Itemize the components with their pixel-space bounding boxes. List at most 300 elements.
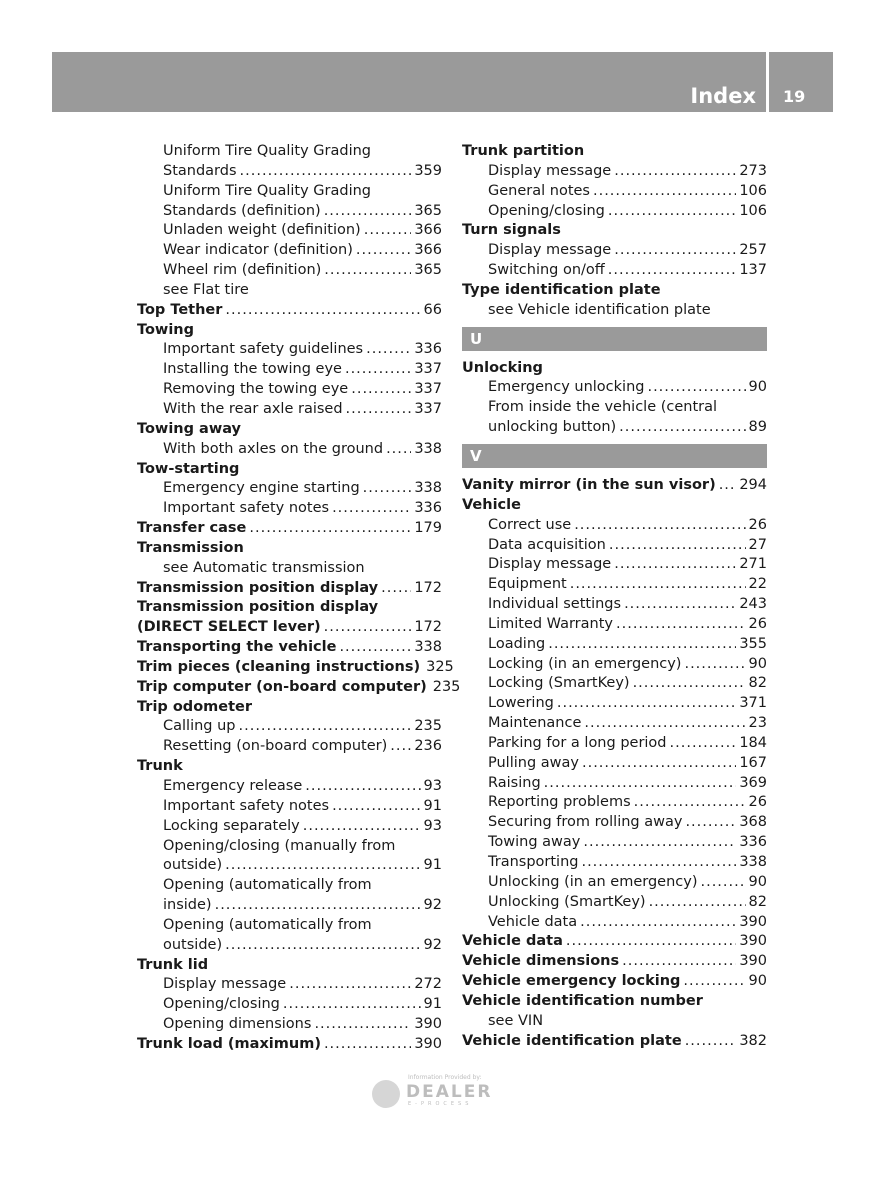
dot-leader bbox=[580, 913, 736, 933]
index-subentry bbox=[137, 162, 442, 182]
dot-leader bbox=[634, 793, 746, 813]
page-reference: 167 bbox=[739, 754, 767, 771]
index-subentry bbox=[137, 440, 442, 460]
dot-leader bbox=[581, 853, 736, 873]
entry-text: Individual settings bbox=[488, 596, 622, 613]
page-reference: 325 bbox=[426, 658, 454, 675]
index-subentry bbox=[462, 301, 767, 321]
index-entry bbox=[137, 579, 442, 599]
dot-leader bbox=[390, 737, 411, 757]
entry-text: Opening/closing bbox=[163, 996, 280, 1013]
index-subentry bbox=[137, 241, 442, 261]
page-reference: 272 bbox=[414, 976, 442, 993]
index-entry bbox=[462, 1032, 767, 1052]
entry-text: Pulling away bbox=[488, 754, 579, 771]
dot-leader bbox=[215, 896, 421, 916]
entry-text: Vehicle identification number bbox=[462, 992, 703, 1009]
index-column-left bbox=[137, 142, 461, 1055]
page-reference: 365 bbox=[414, 202, 442, 219]
page-reference: 338 bbox=[414, 440, 442, 457]
index-subentry bbox=[462, 261, 767, 281]
entry-text: Emergency release bbox=[163, 778, 303, 794]
page-reference: 91 bbox=[423, 857, 442, 874]
index-subentry bbox=[462, 734, 767, 754]
index-subentry bbox=[137, 400, 442, 420]
dot-leader bbox=[633, 674, 746, 694]
entry-text: Transmission position display bbox=[137, 579, 379, 596]
entry-text: Switching on/off bbox=[488, 262, 605, 279]
index-entry bbox=[137, 519, 442, 539]
page-reference: 235 bbox=[432, 678, 461, 695]
entry-text: see VIN bbox=[488, 1012, 544, 1029]
dot-leader bbox=[557, 694, 736, 714]
page-reference: 172 bbox=[414, 619, 442, 636]
index-subentry bbox=[137, 360, 442, 380]
index-subentry bbox=[462, 913, 767, 933]
section-header-u: U bbox=[462, 327, 767, 351]
dot-leader bbox=[608, 261, 737, 281]
entry-text: Important safety notes bbox=[163, 797, 330, 814]
index-subentry bbox=[137, 281, 442, 301]
page-reference: 338 bbox=[414, 639, 442, 656]
page-reference: 336 bbox=[739, 834, 767, 851]
entry-text: Transmission position display bbox=[137, 599, 379, 616]
page-reference: 271 bbox=[739, 556, 767, 573]
section-header-v: V bbox=[462, 444, 767, 468]
entry-text: Vehicle data bbox=[462, 933, 563, 950]
dot-leader bbox=[570, 575, 746, 595]
page-reference: 89 bbox=[748, 419, 767, 436]
entry-text: Wear indicator (definition) bbox=[163, 242, 353, 259]
page-reference: 294 bbox=[739, 476, 767, 493]
index-subentry bbox=[137, 876, 442, 896]
entry-text: Unlocking (SmartKey) bbox=[488, 893, 646, 910]
index-subentry bbox=[462, 873, 767, 893]
dot-leader bbox=[324, 261, 411, 281]
entry-text: Resetting (on-board computer) bbox=[163, 738, 388, 755]
index-subentry bbox=[462, 853, 767, 873]
entry-text: Wheel rim (definition) bbox=[163, 262, 322, 279]
page-reference: 172 bbox=[414, 579, 442, 596]
index-subentry bbox=[462, 774, 767, 794]
entry-text: Top Tether bbox=[137, 301, 223, 318]
entry-text: Lowering bbox=[488, 695, 554, 712]
index-subentry bbox=[462, 418, 767, 438]
entry-text: Locking separately bbox=[163, 817, 300, 834]
page-reference: 137 bbox=[739, 262, 767, 279]
entry-text: Securing from rolling away bbox=[488, 814, 683, 831]
page-reference: 390 bbox=[414, 1035, 442, 1052]
watermark-emblem-icon bbox=[372, 1080, 400, 1108]
dot-leader bbox=[332, 499, 411, 519]
page-reference: 26 bbox=[748, 516, 767, 533]
index-subentry bbox=[462, 202, 767, 222]
page-reference: 390 bbox=[739, 953, 767, 970]
dot-leader bbox=[684, 655, 745, 675]
page-reference: 90 bbox=[748, 379, 767, 396]
index-subentry bbox=[462, 378, 767, 398]
dot-leader bbox=[305, 777, 420, 797]
index-entry bbox=[137, 757, 442, 777]
page-reference: 336 bbox=[414, 341, 442, 358]
page-reference: 236 bbox=[414, 738, 442, 755]
entry-text: Vehicle emergency locking bbox=[462, 973, 681, 990]
index-entry bbox=[462, 992, 767, 1012]
page-reference: 359 bbox=[414, 162, 442, 179]
entry-text: Locking (SmartKey) bbox=[488, 675, 630, 692]
index-entry bbox=[462, 281, 767, 301]
dot-leader bbox=[351, 380, 411, 400]
index-entry bbox=[462, 932, 767, 952]
entry-text: Transfer case bbox=[137, 520, 247, 537]
entry-text: Important safety guidelines bbox=[163, 341, 364, 358]
page-reference: 22 bbox=[748, 576, 767, 593]
dot-leader bbox=[614, 162, 736, 182]
entry-text: Emergency engine starting bbox=[163, 480, 360, 497]
page-reference: 90 bbox=[748, 973, 767, 990]
index-subentry bbox=[137, 777, 442, 797]
page-reference: 338 bbox=[414, 480, 442, 497]
index-subentry bbox=[462, 182, 767, 202]
index-entry bbox=[137, 956, 442, 976]
index-subentry bbox=[462, 398, 767, 418]
index-subentry bbox=[462, 635, 767, 655]
dot-leader bbox=[548, 635, 736, 655]
index-subentry bbox=[462, 575, 767, 595]
index-entry bbox=[462, 496, 767, 516]
page-reference: 336 bbox=[414, 500, 442, 517]
header-bar bbox=[52, 52, 766, 112]
index-subentry bbox=[462, 615, 767, 635]
entry-text: Display message bbox=[488, 556, 612, 573]
entry-text: Vehicle data bbox=[488, 913, 578, 930]
page-reference: 369 bbox=[739, 774, 767, 791]
page-reference: 91 bbox=[423, 996, 442, 1013]
dot-leader bbox=[719, 476, 737, 496]
index-subentry bbox=[462, 516, 767, 536]
page-reference: 93 bbox=[423, 817, 442, 834]
dot-leader bbox=[566, 932, 736, 952]
index-subentry bbox=[462, 813, 767, 833]
entry-text: Standards bbox=[163, 162, 237, 179]
entry-text: Standards (definition) bbox=[163, 202, 321, 219]
dot-leader bbox=[593, 182, 736, 202]
dot-leader bbox=[345, 360, 411, 380]
entry-text: Opening (automatically from bbox=[163, 916, 372, 933]
dot-leader bbox=[614, 241, 736, 261]
entry-text: Unlocking bbox=[462, 359, 543, 376]
index-entry bbox=[137, 301, 442, 321]
page-reference: 371 bbox=[739, 695, 767, 712]
dot-leader bbox=[614, 555, 736, 575]
dot-leader bbox=[225, 936, 420, 956]
index-subentry bbox=[137, 182, 442, 202]
watermark-caption: Information Provided by: bbox=[408, 1074, 482, 1081]
page-reference: 82 bbox=[748, 675, 767, 692]
page-reference: 90 bbox=[748, 873, 767, 890]
dot-leader bbox=[683, 972, 745, 992]
entry-text: Raising bbox=[488, 774, 541, 791]
index-entry bbox=[137, 539, 442, 559]
index-subentry bbox=[137, 817, 442, 837]
entry-text: Opening (automatically from bbox=[163, 877, 372, 894]
index-subentry bbox=[137, 896, 442, 916]
page-reference: 390 bbox=[739, 913, 767, 930]
entry-text: Transporting bbox=[488, 854, 579, 870]
dot-leader bbox=[386, 440, 411, 460]
entry-text: Maintenance bbox=[488, 715, 582, 732]
entry-text: Towing bbox=[137, 321, 194, 338]
dot-leader bbox=[647, 378, 745, 398]
entry-text: Towing away bbox=[488, 834, 581, 851]
entry-text: Towing away bbox=[137, 420, 242, 437]
entry-text: Vanity mirror (in the sun visor) bbox=[462, 476, 716, 493]
index-subentry bbox=[462, 241, 767, 261]
dot-leader bbox=[619, 418, 745, 438]
index-entry bbox=[462, 221, 767, 241]
index-subentry bbox=[137, 340, 442, 360]
index-entry bbox=[462, 476, 767, 496]
entry-text: Data acquisition bbox=[488, 536, 606, 553]
dot-leader bbox=[303, 817, 421, 837]
dot-leader bbox=[324, 1035, 411, 1055]
page-reference: 368 bbox=[739, 814, 767, 831]
dot-leader bbox=[283, 995, 421, 1015]
entry-text: Trunk load (maximum) bbox=[137, 1035, 321, 1052]
entry-text: Display message bbox=[488, 242, 612, 259]
entry-text: Trip computer (on-board computer) bbox=[137, 678, 427, 695]
index-subentry bbox=[137, 737, 442, 757]
index-entry bbox=[137, 698, 442, 718]
index-entry bbox=[137, 678, 461, 698]
entry-text: Transmission bbox=[137, 539, 244, 556]
entry-text: Important safety notes bbox=[163, 500, 330, 517]
entry-text: Removing the towing eye bbox=[163, 381, 349, 398]
dot-leader bbox=[324, 202, 412, 222]
dot-leader bbox=[314, 1015, 411, 1035]
entry-text: Loading bbox=[488, 635, 546, 652]
entry-text: Vehicle dimensions bbox=[462, 953, 620, 970]
dot-leader bbox=[583, 833, 736, 853]
entry-text: Opening/closing (manually from bbox=[163, 837, 396, 854]
dot-leader bbox=[622, 952, 736, 972]
index-subentry bbox=[137, 856, 442, 876]
index-subentry bbox=[137, 975, 442, 995]
page-reference: 23 bbox=[748, 715, 767, 732]
page-reference: 106 bbox=[739, 182, 767, 199]
dealer-watermark-logo bbox=[372, 1074, 504, 1110]
index-subentry bbox=[137, 202, 442, 222]
page-reference: 27 bbox=[748, 536, 767, 553]
index-subentry bbox=[137, 380, 442, 400]
entry-text: outside) bbox=[163, 857, 223, 874]
page-reference: 243 bbox=[739, 596, 767, 613]
page-reference: 235 bbox=[414, 718, 442, 735]
dot-leader bbox=[249, 519, 411, 539]
page-number: 19 bbox=[783, 87, 806, 106]
entry-text: Transporting the vehicle bbox=[137, 639, 337, 656]
page-reference: 92 bbox=[423, 936, 442, 953]
index-entry bbox=[462, 972, 767, 992]
entry-text: Turn signals bbox=[462, 222, 561, 239]
index-subentry bbox=[137, 221, 442, 241]
entry-text: Reporting problems bbox=[488, 794, 631, 811]
index-subentry bbox=[137, 559, 442, 579]
index-subentry bbox=[137, 142, 442, 162]
page-reference: 66 bbox=[423, 301, 442, 318]
index-entry bbox=[137, 321, 442, 341]
watermark-brand: DEALER bbox=[406, 1082, 493, 1102]
entry-text: Unlocking (in an emergency) bbox=[488, 873, 698, 890]
entry-text: Trunk lid bbox=[137, 956, 209, 973]
entry-text: Uniform Tire Quality Grading bbox=[163, 182, 371, 199]
index-subentry bbox=[137, 936, 442, 956]
page-reference: 366 bbox=[414, 242, 442, 259]
dot-leader bbox=[574, 516, 745, 536]
index-column-right bbox=[462, 142, 767, 1051]
dot-leader bbox=[239, 717, 412, 737]
page-reference: 82 bbox=[748, 893, 767, 910]
dot-leader bbox=[608, 202, 736, 222]
entry-text: Opening/closing bbox=[488, 202, 605, 219]
index-subentry bbox=[137, 916, 442, 936]
page-reference: 337 bbox=[414, 400, 442, 417]
index-entry bbox=[137, 618, 442, 638]
entry-text: Emergency unlocking bbox=[488, 379, 645, 396]
index-subentry bbox=[462, 754, 767, 774]
dot-leader bbox=[225, 856, 420, 876]
index-subentry bbox=[462, 793, 767, 813]
dot-leader bbox=[544, 774, 737, 794]
dot-leader bbox=[339, 638, 411, 658]
entry-text: Vehicle bbox=[462, 496, 521, 513]
index-subentry bbox=[462, 1012, 767, 1032]
index-entry bbox=[462, 952, 767, 972]
entry-text: see Vehicle identification plate bbox=[488, 301, 711, 318]
page-reference: 257 bbox=[739, 242, 767, 259]
page-reference: 382 bbox=[739, 1032, 767, 1049]
page-title: Index bbox=[690, 84, 756, 108]
entry-text: Equipment bbox=[488, 576, 567, 593]
index-subentry bbox=[137, 499, 442, 519]
dot-leader bbox=[616, 615, 746, 635]
entry-text: Limited Warranty bbox=[488, 615, 613, 632]
dot-leader bbox=[364, 221, 412, 241]
page-number-box bbox=[769, 52, 833, 112]
entry-text: Display message bbox=[488, 162, 612, 179]
entry-text: From inside the vehicle (central bbox=[488, 399, 718, 416]
index-subentry bbox=[137, 479, 442, 499]
dot-leader bbox=[363, 479, 412, 499]
page-reference: 337 bbox=[414, 381, 442, 398]
dot-leader bbox=[609, 536, 746, 556]
dot-leader bbox=[381, 579, 411, 599]
entry-text: Correct use bbox=[488, 516, 572, 533]
entry-text: Trunk bbox=[137, 758, 183, 775]
entry-text: see Flat tire bbox=[163, 281, 249, 298]
watermark-subtitle: E-PROCESS bbox=[408, 1101, 473, 1107]
dot-leader bbox=[649, 893, 746, 913]
entry-text: outside) bbox=[163, 936, 223, 953]
index-subentry bbox=[462, 694, 767, 714]
entry-text: Tow-starting bbox=[137, 460, 240, 477]
dot-leader bbox=[346, 400, 412, 420]
page-reference: 106 bbox=[739, 202, 767, 219]
dot-leader bbox=[670, 734, 737, 754]
entry-text: Installing the towing eye bbox=[163, 361, 342, 378]
index-subentry bbox=[462, 162, 767, 182]
index-subentry bbox=[462, 833, 767, 853]
entry-text: Unladen weight (definition) bbox=[163, 222, 361, 239]
index-entry bbox=[137, 598, 442, 618]
index-subentry bbox=[137, 1015, 442, 1035]
page-reference: 366 bbox=[414, 222, 442, 239]
dot-leader bbox=[582, 754, 736, 774]
entry-text: With the rear axle raised bbox=[163, 400, 343, 417]
entry-text: General notes bbox=[488, 182, 590, 199]
dot-leader bbox=[624, 595, 736, 615]
entry-text: Display message bbox=[163, 976, 287, 993]
index-subentry bbox=[462, 595, 767, 615]
page-reference: 26 bbox=[748, 794, 767, 811]
page-reference: 390 bbox=[739, 933, 767, 950]
entry-text: see Automatic transmission bbox=[163, 559, 365, 576]
entry-text: Uniform Tire Quality Grading bbox=[163, 143, 371, 159]
index-subentry bbox=[462, 674, 767, 694]
index-entry bbox=[137, 420, 442, 440]
page-reference: 93 bbox=[423, 778, 442, 794]
index-entry bbox=[137, 1035, 442, 1055]
index-subentry bbox=[137, 797, 442, 817]
page-reference: 90 bbox=[748, 655, 767, 672]
index-subentry bbox=[462, 714, 767, 734]
page-reference: 184 bbox=[739, 734, 767, 751]
index-subentry bbox=[137, 837, 442, 857]
index-subentry bbox=[462, 555, 767, 575]
entry-text: Vehicle identification plate bbox=[462, 1032, 682, 1049]
dot-leader bbox=[700, 873, 745, 893]
page-reference: 337 bbox=[414, 361, 442, 378]
page-reference: 91 bbox=[423, 797, 442, 814]
dot-leader bbox=[685, 1032, 737, 1052]
entry-text: Trim pieces (cleaning instructions) bbox=[137, 658, 421, 675]
entry-text: Locking (in an emergency) bbox=[488, 655, 682, 672]
dot-leader bbox=[225, 301, 420, 321]
entry-text: Calling up bbox=[163, 718, 236, 735]
index-subentry bbox=[462, 893, 767, 913]
entry-text: inside) bbox=[163, 897, 212, 914]
dot-leader bbox=[356, 241, 411, 261]
index-subentry bbox=[137, 995, 442, 1015]
page-reference: 179 bbox=[414, 520, 442, 537]
index-subentry bbox=[137, 717, 442, 737]
index-subentry bbox=[137, 261, 442, 281]
index-entry bbox=[137, 460, 442, 480]
entry-text: Type identification plate bbox=[462, 281, 661, 298]
dot-leader bbox=[332, 797, 420, 817]
page-reference: 92 bbox=[423, 897, 442, 914]
entry-text: (DIRECT SELECT lever) bbox=[137, 619, 321, 636]
entry-text: Trip odometer bbox=[137, 698, 253, 715]
entry-text: Opening dimensions bbox=[163, 1016, 312, 1033]
dot-leader bbox=[324, 618, 412, 638]
page-reference: 338 bbox=[739, 854, 767, 870]
dot-leader bbox=[584, 714, 745, 734]
index-entry bbox=[137, 658, 454, 678]
page-reference: 26 bbox=[748, 615, 767, 632]
dot-leader bbox=[240, 162, 412, 182]
entry-text: Trunk partition bbox=[462, 143, 585, 159]
